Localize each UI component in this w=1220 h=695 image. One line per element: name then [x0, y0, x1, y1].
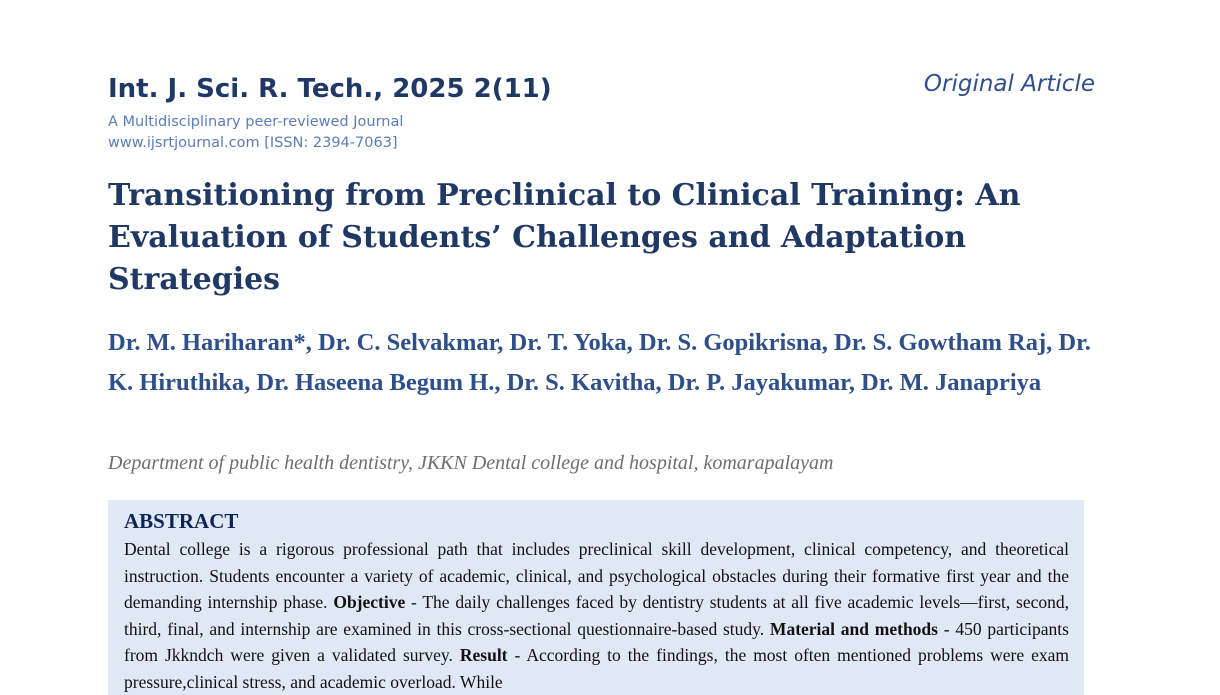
- objective-label: Objective: [333, 592, 406, 613]
- objective-text: - The daily challenges faced by dentistry students at all five academic levels—first, second, third, final, and internship are examined in this cross-sectional questionnaire-based study.: [124, 592, 1069, 639]
- result-label: Result: [459, 645, 508, 666]
- article-type-label: Original Article: [923, 71, 1095, 97]
- abstract-heading: ABSTRACT: [124, 509, 239, 533]
- journal-citation: Int. J. Sci. R. Tech., 2025 2(11): [108, 74, 552, 104]
- article-title: Transitioning from Preclinical to Clinical Training: An Evaluation of Students’ Challenges and Adaptation Strategies: [108, 178, 1021, 297]
- abstract-body: [124, 536, 1069, 695]
- author-affiliation: Department of public health dentistry, JKKN Dental college and hospital, komarapalayam: [108, 452, 834, 474]
- result-text: - According to the findings, the most often mentioned problems were exam pressure,clinical stress, and academic overload. While: [124, 645, 1069, 692]
- abstract-intro: Dental college is a rigorous professional path that includes preclinical skill development, clinical competency, and theoretical instruction. Students encounter a variety of academic, clinical, and psychological obstacles during their formative first year and the demanding internship phase.: [124, 539, 1069, 613]
- author-list: Dr. M. Hariharan*, Dr. C. Selvakmar, Dr. T. Yoka, Dr. S. Gopikrisna, Dr. S. Gowtham Raj, Dr. K. Hiruthika, Dr. Haseena Begum H., Dr. S. Kavitha, Dr. P. Jayakumar, Dr. M. Janapriya: [108, 329, 1091, 396]
- methods-text: - 450 participants from Jkkndch were given a validated survey.: [124, 618, 1069, 666]
- methods-label: Material and methods: [769, 618, 938, 639]
- journal-description: A Multidisciplinary peer-reviewed Journal: [108, 114, 404, 130]
- abstract-box: [108, 500, 1084, 695]
- journal-site-issn: www.ijsrtjournal.com [ISSN: 2394-7063]: [108, 135, 398, 151]
